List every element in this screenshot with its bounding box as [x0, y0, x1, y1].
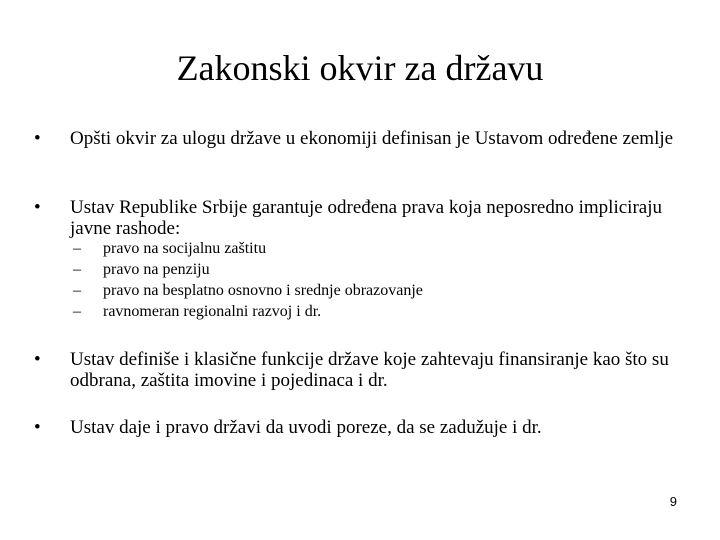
bullet-text: Ustav daje i pravo državi da uvodi poreze, da se zadužuje i dr.	[70, 417, 542, 438]
sub-item-marker: –	[73, 282, 81, 299]
slide-page-number: 9	[669, 494, 677, 509]
bullet-text: Opšti okvir za ulogu države u ekonomiji definisan je Ustavom određene zemlje	[70, 128, 674, 149]
sub-item-text: pravo na besplatno osnovno i srednje obrazovanje	[103, 282, 423, 299]
sub-item-text: pravo na penziju	[103, 261, 210, 278]
sub-item-text: ravnomeran regionalni razvoj i dr.	[103, 303, 322, 320]
bullet-marker: •	[34, 349, 41, 370]
sub-item-text: pravo na socijalnu zaštitu	[103, 240, 267, 257]
bullet-text: Ustav Republike Srbije garantuje određena prava koja neposredno impliciraju javne rashode:	[70, 197, 662, 239]
sub-item-marker: –	[73, 261, 81, 278]
sub-item-marker: –	[73, 240, 81, 257]
bullet-marker: •	[34, 128, 41, 149]
bullet-text: Ustav definiše i klasične funkcije države koje zahtevaju finansiranje kao što su odbrana, zaštita imovine i pojedinaca i dr.	[70, 349, 669, 391]
bullet-marker: •	[34, 417, 41, 438]
sub-item-marker: –	[73, 303, 81, 320]
bullet-marker: •	[34, 197, 41, 218]
slide-title: Zakonski okvir za državu	[176, 48, 544, 88]
